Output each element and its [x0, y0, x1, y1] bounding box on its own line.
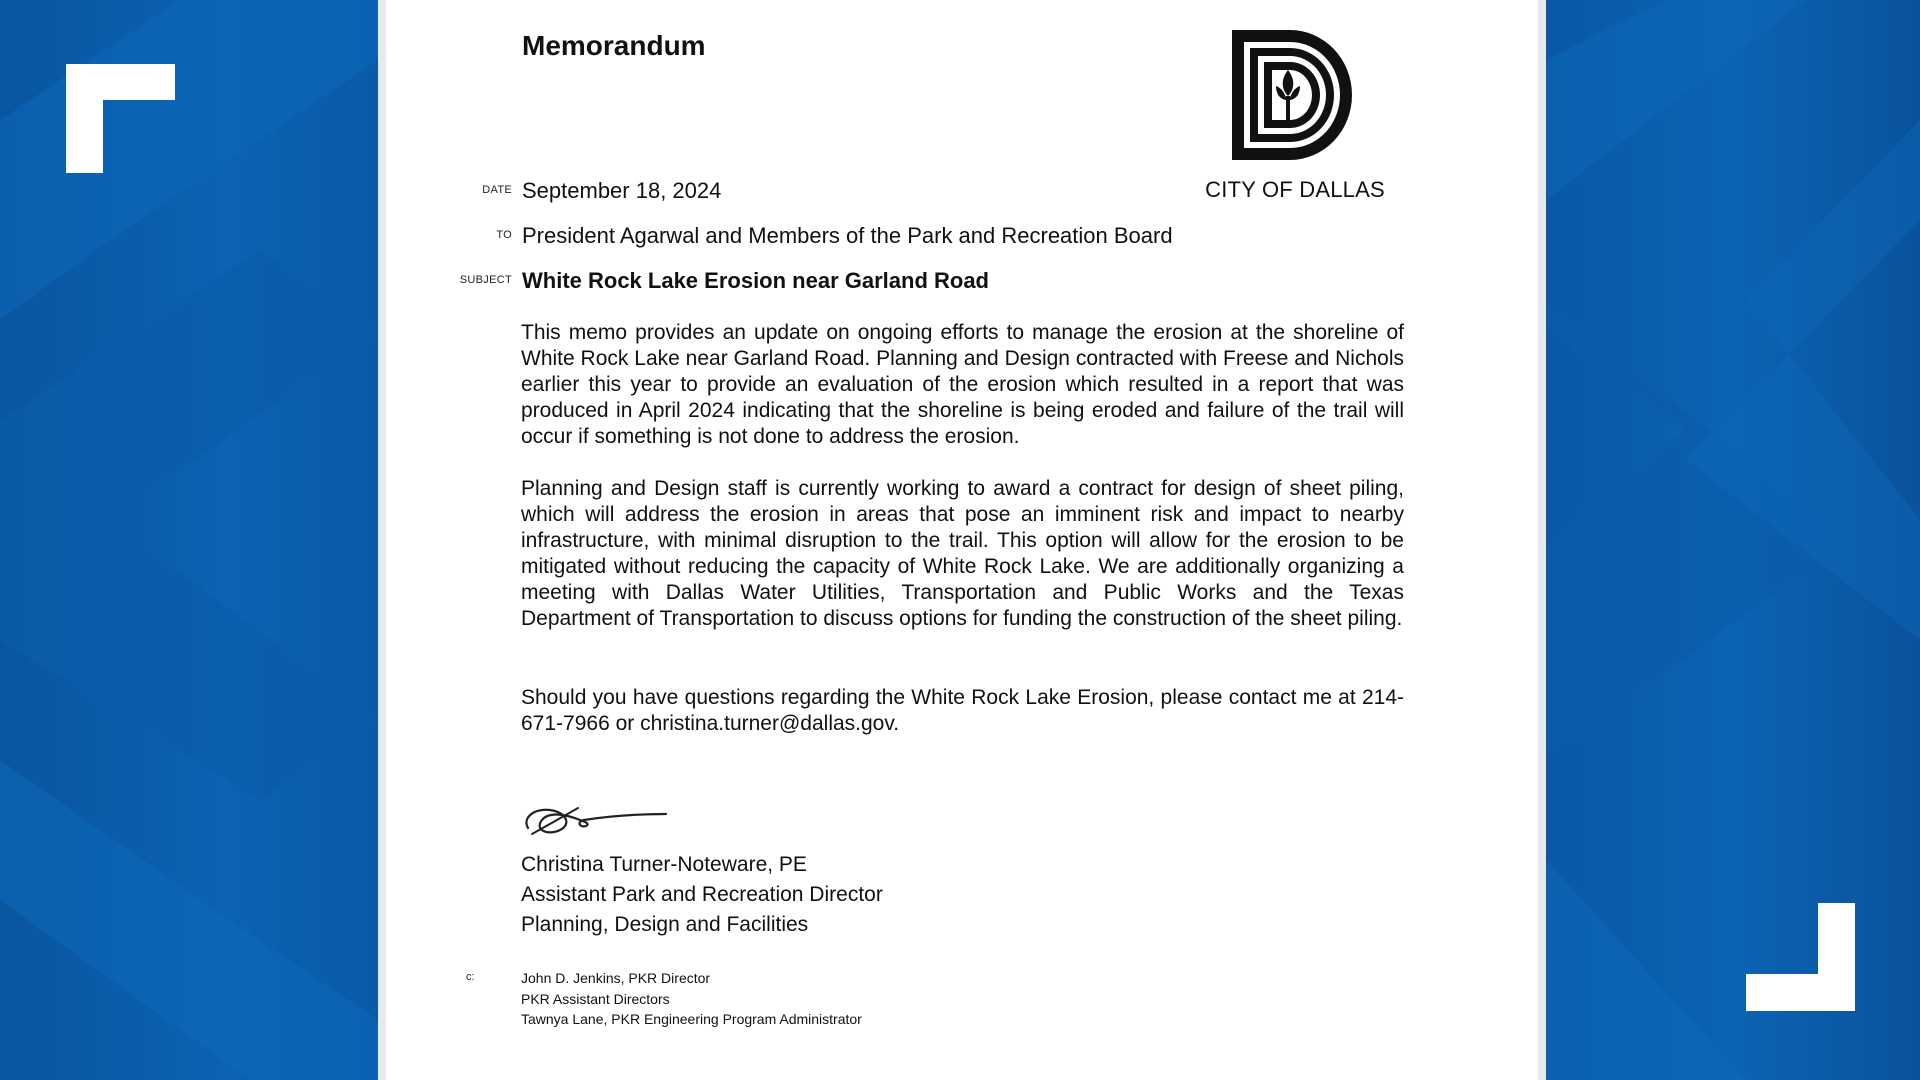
cc-recipient: PKR Assistant Directors — [521, 991, 670, 1007]
memo-subject: White Rock Lake Erosion near Garland Road — [522, 268, 989, 293]
signatory-department: Planning, Design and Facilities — [521, 913, 809, 936]
right-background-panel — [1546, 0, 1920, 1080]
left-chevron-pattern — [0, 0, 378, 1080]
city-name-caption: CITY OF DALLAS — [1205, 177, 1385, 202]
date-label: DATE — [482, 184, 512, 196]
memo-title: Memorandum — [522, 30, 706, 61]
corner-bracket-bottom-right-vertical — [1818, 903, 1855, 1011]
corner-bracket-top-left-vertical — [66, 64, 103, 173]
memo-paragraph: This memo provides an update on ongoing efforts to manage the erosion at the shoreline of White Rock Lake near Garland Road. Planning and Design contracted with Freese and Nichols earlier this year to provide an evaluation of the erosion which resulted in a report that was produced in April 2024 indicating that the shoreline is being eroded and failure of the trail will occur if something is not done to address the erosion. — [521, 321, 1404, 448]
right-chevron-pattern — [1546, 0, 1920, 1080]
handwritten-signature — [520, 800, 670, 840]
city-of-dallas-logo — [1228, 26, 1362, 164]
memo-recipients: President Agarwal and Members of the Park and Recreation Board — [522, 223, 1173, 248]
signatory-title: Assistant Park and Recreation Director — [521, 883, 883, 906]
memo-paragraph: Should you have questions regarding the White Rock Lake Erosion, please contact me at 214-671-7966 or christina.turner@dallas.gov. — [521, 686, 1404, 735]
cc-recipient: Tawnya Lane, PKR Engineering Program Administrator — [521, 1011, 862, 1027]
memo-date: September 18, 2024 — [522, 178, 722, 203]
page-left-edge — [378, 0, 386, 1080]
memo-paragraph: Planning and Design staff is currently working to award a contract for design of sheet piling, which will address the erosion in areas that pose an imminent risk and impact to nearby infrastructure, with minimal disruption to the trail. This option will allow for the erosion to be mitigated without reducing the capacity of White Rock Lake. We are additionally organizing a meeting with Dallas Water Utilities, Transportation and Public Works and the Texas Department of Transportation to discuss options for funding the construction of the sheet piling. — [521, 477, 1404, 630]
cc-recipient: John D. Jenkins, PKR Director — [521, 970, 711, 986]
subject-label: SUBJECT — [459, 274, 512, 286]
cc-label: c: — [466, 971, 475, 983]
left-background-panel — [0, 0, 378, 1080]
signatory-name: Christina Turner-Noteware, PE — [521, 853, 807, 876]
page-right-edge — [1538, 0, 1546, 1080]
to-label: TO — [496, 229, 512, 241]
